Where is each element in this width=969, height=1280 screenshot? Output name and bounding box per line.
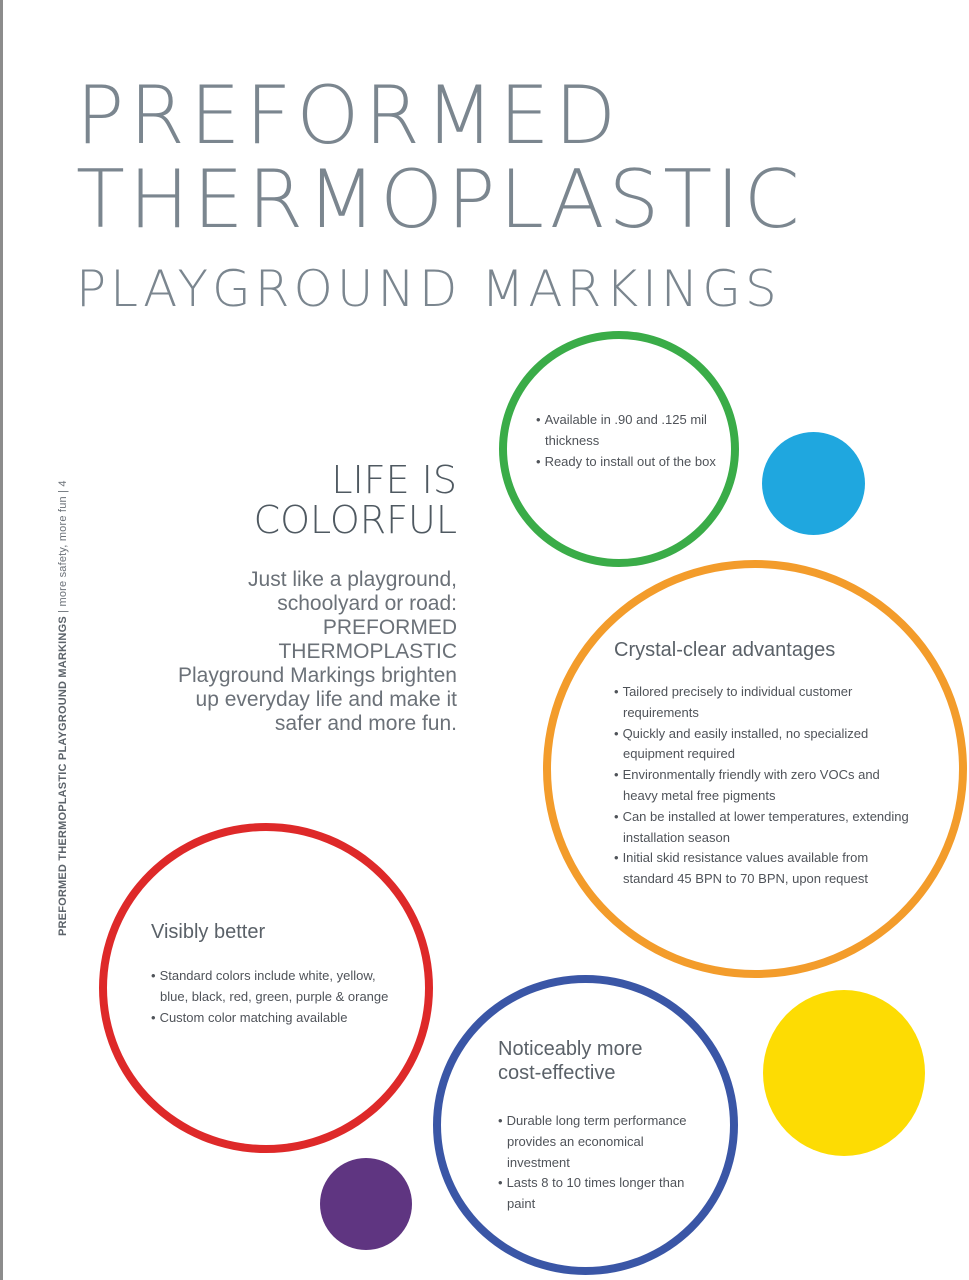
red-circle-content (151, 920, 391, 1028)
cost-heading-line1: Noticeably more (498, 1038, 643, 1060)
list-item: • Custom color matching available (151, 1008, 391, 1029)
list-item: • Durable long term performance provides an economical investment (498, 1111, 698, 1173)
intro-heading-line1: LIFE IS (331, 458, 457, 502)
list-item: • Quickly and easily installed, no specialized equipment required (614, 724, 914, 766)
list-item: • Lasts 8 to 10 times longer than paint (498, 1173, 698, 1215)
footer-separator: | (57, 486, 69, 497)
footer-separator: | (57, 606, 69, 617)
list-item: • Ready to install out of the box (536, 452, 716, 473)
cost-effective-heading (498, 1037, 698, 1085)
green-feature-list (536, 410, 716, 472)
visibly-better-heading: Visibly better (151, 921, 266, 943)
orange-circle-content (614, 638, 914, 890)
list-item: • Initial skid resistance values available from standard 45 BPN to 70 BPN, upon request (614, 848, 914, 890)
vertical-footer (57, 412, 69, 936)
list-item: • Environmentally friendly with zero VOCs and heavy metal free pigments (614, 765, 914, 807)
advantages-list (614, 682, 914, 890)
blue-circle-content (498, 1037, 698, 1215)
list-item: • Tailored precisely to individual customer requirements (614, 682, 914, 724)
intro-heading (254, 460, 457, 540)
page-number: 4 (57, 480, 69, 487)
page-edge-line (0, 0, 3, 1280)
list-item: • Standard colors include white, yellow, blue, black, red, green, purple & orange (151, 966, 391, 1008)
list-item: • Available in .90 and .125 mil thickness (536, 410, 716, 452)
advantages-heading: Crystal-clear advantages (614, 639, 836, 661)
footer-tagline: more safety, more fun (57, 496, 69, 607)
green-circle-content (536, 410, 716, 472)
page-title-line1: PREFORMED (76, 69, 622, 162)
cost-list (498, 1111, 698, 1215)
intro-heading-line2: COLORFUL (253, 498, 457, 542)
cost-heading-line2: cost-effective (498, 1062, 616, 1084)
list-item: • Can be installed at lower temperatures, extending installation season (614, 807, 914, 849)
page-subtitle: PLAYGROUND MARKINGS (76, 260, 781, 318)
intro-paragraph: Just like a playground, schoolyard or road: PREFORMED THERMOPLASTIC Playground Markings brighten up everyday life and make it safer and more fun. (178, 568, 457, 735)
page-title-line2: THERMOPLASTIC (76, 153, 804, 246)
yellow-dot (763, 990, 925, 1156)
footer-product: PREFORMED THERMOPLASTIC PLAYGROUND MARKINGS (57, 616, 69, 936)
purple-dot (320, 1158, 412, 1250)
visibility-list (151, 966, 391, 1028)
sky-blue-dot (762, 432, 865, 535)
